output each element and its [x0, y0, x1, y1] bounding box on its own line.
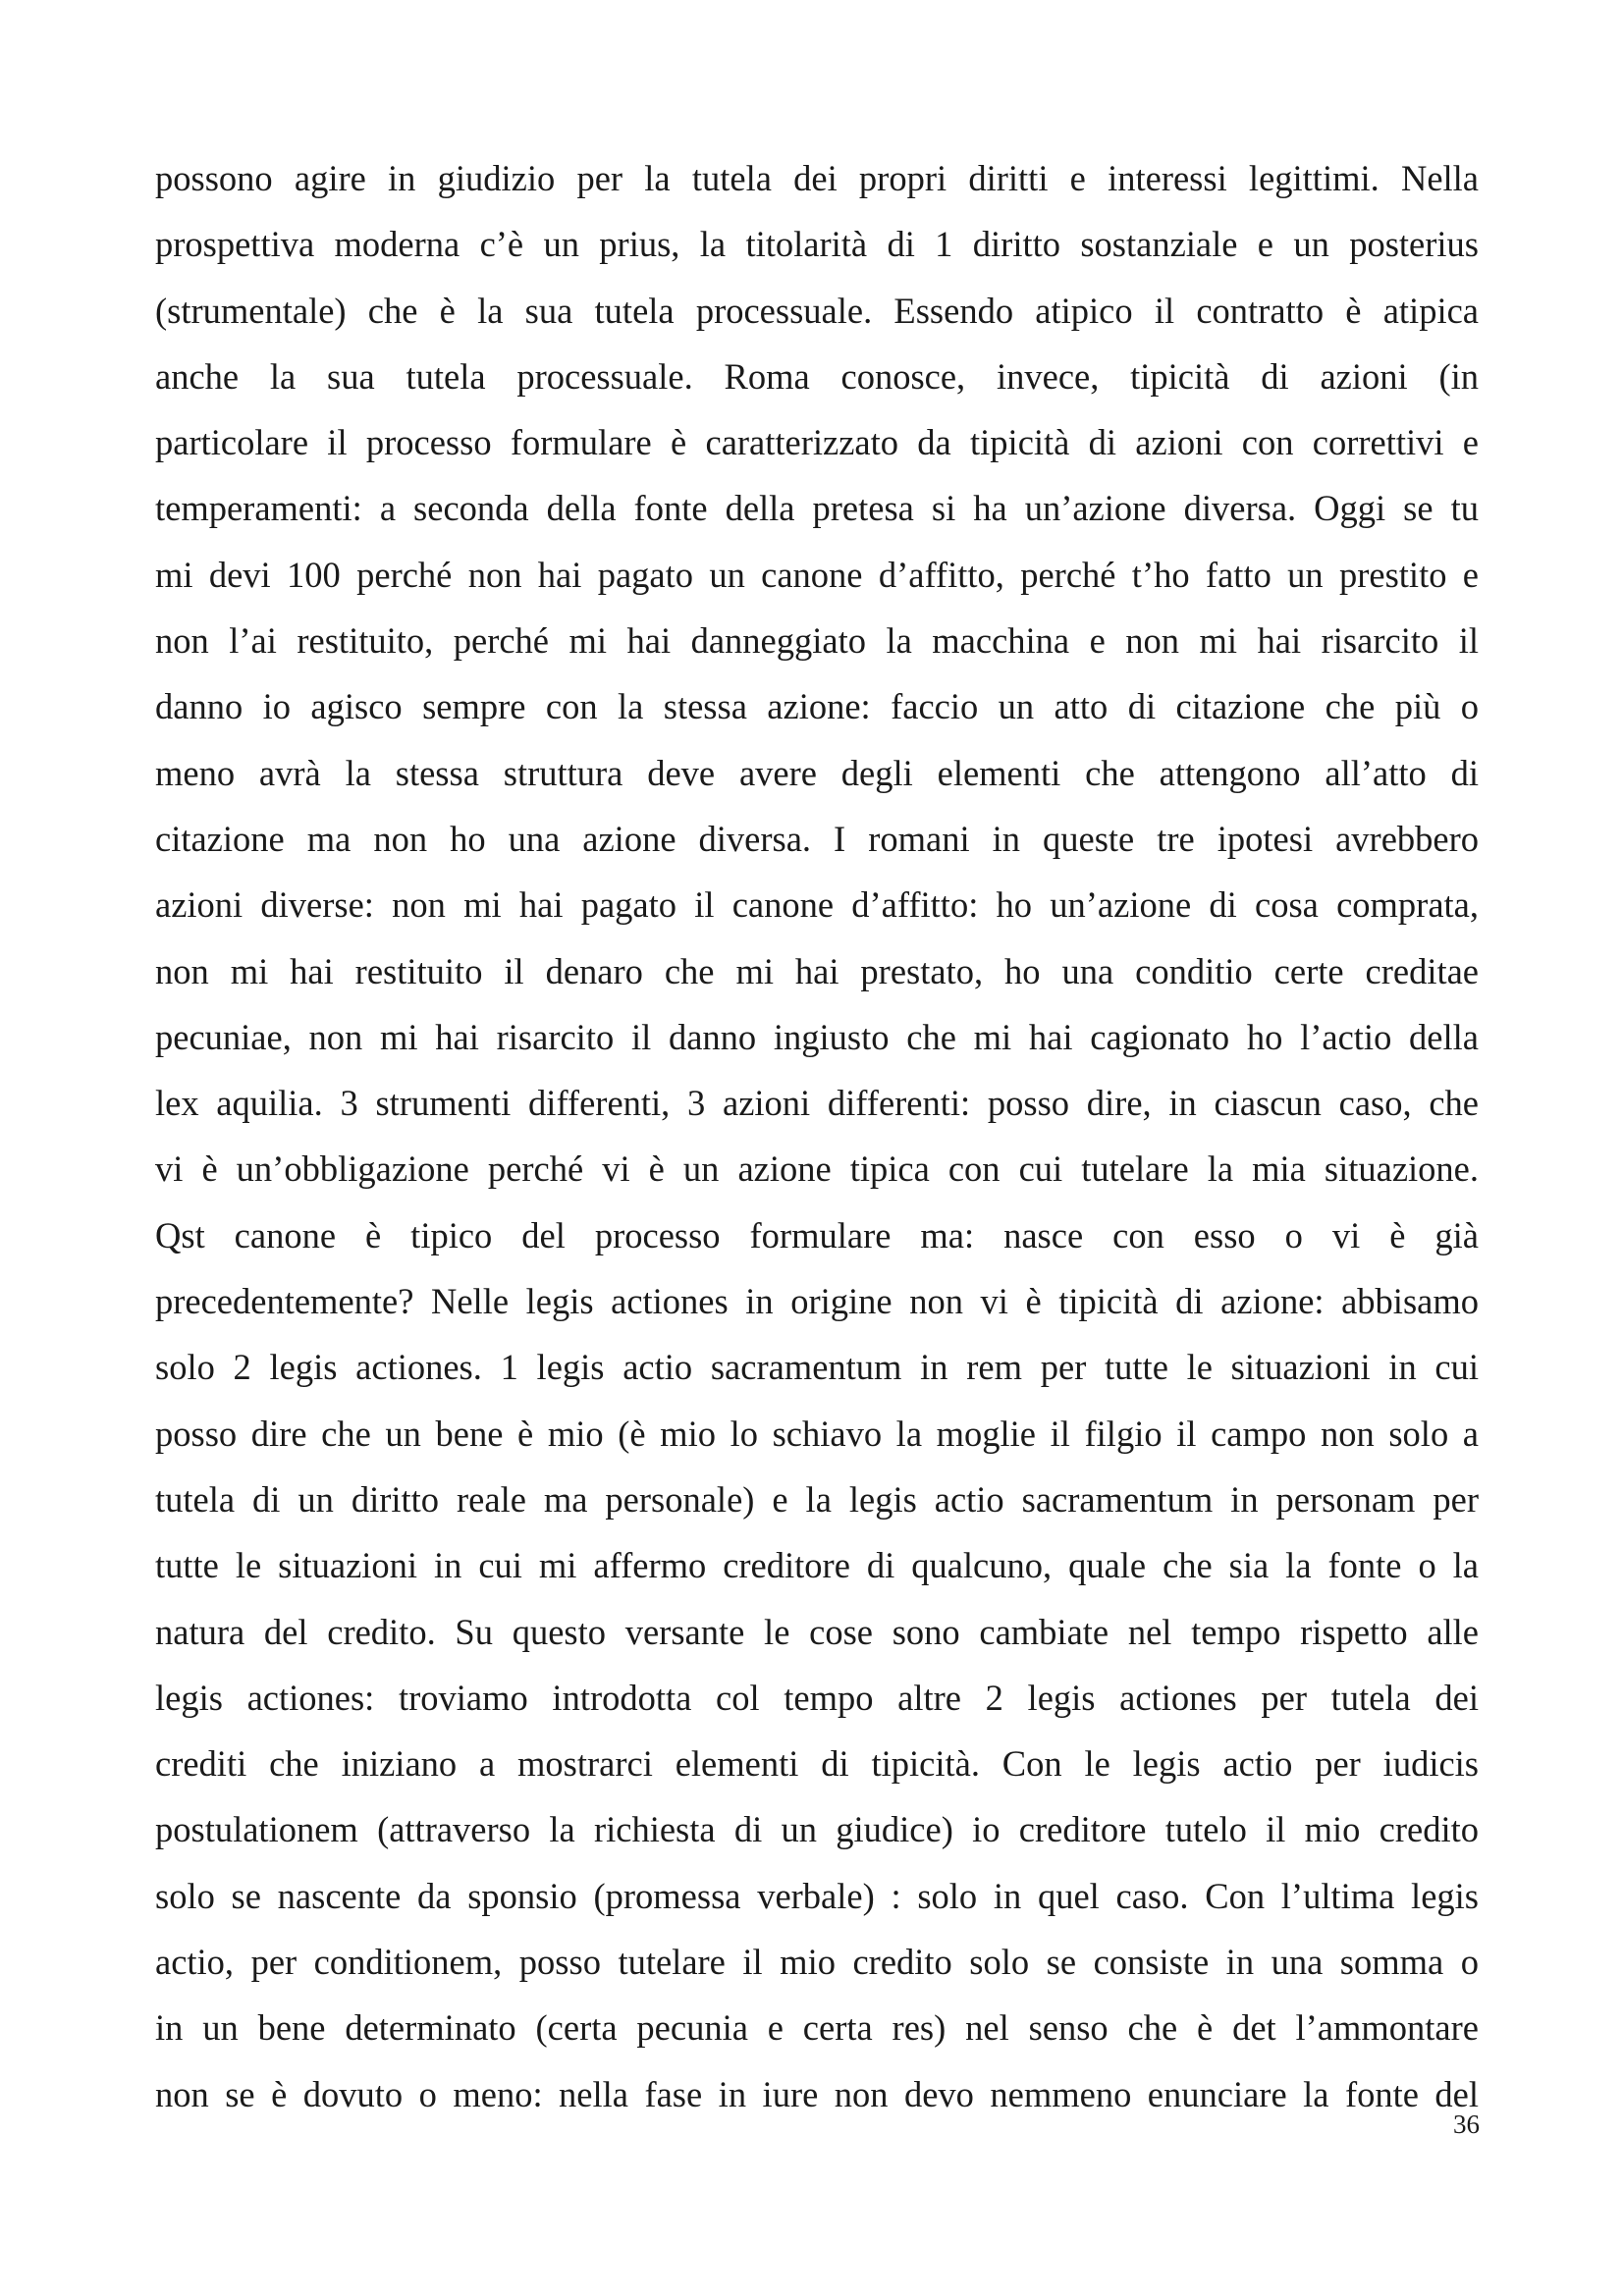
- body-paragraph: [155, 145, 1479, 2127]
- text-line: particolare il processo formulare è caratterizzato da tipicità di azioni con correttivi e: [155, 422, 1479, 463]
- text-line: solo se nascente da sponsio (promessa verbale) : solo in quel caso. Con l’ultima legis: [155, 1875, 1479, 1916]
- text-line: tutela di un diritto reale ma personale) e la legis actio sacramentum in personam per: [155, 1478, 1479, 1520]
- text-line: meno avrà la stessa struttura deve avere degli elementi che attengono all’atto di: [155, 752, 1479, 793]
- text-line: posso dire che un bene è mio (è mio lo schiavo la moglie il filgio il campo non solo a: [155, 1413, 1479, 1454]
- text-line: natura del credito. Su questo versante le cose sono cambiate nel tempo rispetto alle: [155, 1611, 1479, 1652]
- text-line: lex aquilia. 3 strumenti differenti, 3 azioni differenti: posso dire, in ciascun caso, che: [155, 1083, 1479, 1124]
- text-line: prospettiva moderna c’è un prius, la titolarità di 1 diritto sostanziale e un posterius: [155, 224, 1479, 265]
- text-line: possono agire in giudizio per la tutela dei propri diritti e interessi legittimi. Nella: [155, 158, 1479, 198]
- text-line: (strumentale) che è la sua tutela processuale. Essendo atipico il contratto è atipica: [155, 290, 1479, 331]
- text-line: non se è dovuto o meno: nella fase in iure non devo nemmeno enunciare la fonte del: [155, 2073, 1479, 2114]
- text-line: Qst canone è tipico del processo formulare ma: nasce con esso o vi è già: [155, 1214, 1479, 1255]
- page-number: 36: [1453, 2109, 1480, 2139]
- text-line: citazione ma non ho una azione diversa. I romani in queste tre ipotesi avrebbero: [155, 818, 1479, 859]
- text-line: crediti che iniziano a mostrarci elementi di tipicità. Con le legis actio per iudicis: [155, 1743, 1479, 1785]
- text-line: non l’ai restituito, perché mi hai danneggiato la macchina e non mi hai risarcito il: [155, 620, 1479, 662]
- text-line: postulationem (attraverso la richiesta di un giudice) io creditore tutelo il mio credito: [155, 1809, 1479, 1850]
- text-line: in un bene determinato (certa pecunia e certa res) nel senso che è det l’ammontare: [155, 2007, 1479, 2049]
- text-line: precedentemente? Nelle legis actiones in origine non vi è tipicità di azione: abbisamo: [155, 1281, 1479, 1322]
- text-line: temperamenti: a seconda della fonte della pretesa si ha un’azione diversa. Oggi se tu: [155, 488, 1479, 529]
- text-line: non mi hai restituito il denaro che mi hai prestato, ho una conditio certe creditae: [155, 950, 1479, 991]
- text-line: tutte le situazioni in cui mi affermo creditore di qualcuno, quale che sia la fonte o la: [155, 1545, 1479, 1586]
- text-line: pecuniae, non mi hai risarcito il danno ingiusto che mi hai cagionato ho l’actio della: [155, 1016, 1479, 1057]
- text-line: danno io agisco sempre con la stessa azione: faccio un atto di citazione che più o: [155, 686, 1479, 727]
- text-line: azioni diverse: non mi hai pagato il canone d’affitto: ho un’azione di cosa comprata,: [155, 884, 1479, 926]
- text-line: solo 2 legis actiones. 1 legis actio sacramentum in rem per tutte le situazioni in cui: [155, 1347, 1479, 1388]
- text-line: legis actiones: troviamo introdotta col tempo altre 2 legis actiones per tutela dei: [155, 1677, 1479, 1718]
- text-line: vi è un’obbligazione perché vi è un azione tipica con cui tutelare la mia situazione.: [155, 1148, 1479, 1190]
- text-line: mi devi 100 perché non hai pagato un canone d’affitto, perché t’ho fatto un prestito e: [155, 554, 1479, 595]
- text-line: actio, per conditionem, posso tutelare il mio credito solo se consiste in una somma o: [155, 1942, 1479, 1983]
- text-line: anche la sua tutela processuale. Roma conosce, invece, tipicità di azioni (in: [155, 355, 1479, 397]
